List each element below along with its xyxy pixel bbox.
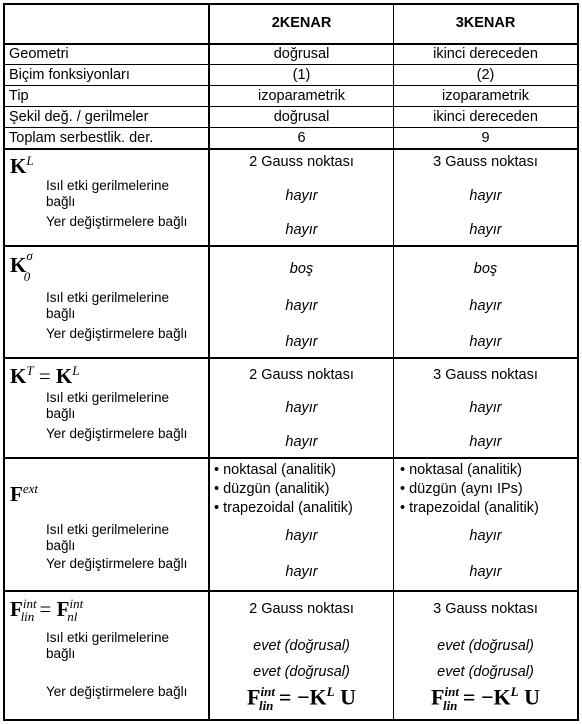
row-divider: [3, 148, 579, 150]
symbol-f-lin-equals-f-nl: $F^{int}_{lin} = F^{int}_{nl}$: [10, 596, 84, 625]
header-2kenar: 2KENAR: [271, 15, 332, 31]
block-divider: [3, 590, 579, 592]
row-value: izoparametrik: [257, 88, 346, 104]
gauss-points: 2 Gauss noktası: [249, 154, 354, 170]
thermal-value: hayır: [469, 400, 502, 416]
gauss-points: 3 Gauss noktası: [433, 601, 538, 617]
displacement-label: Yer değiştirmelere bağlı: [46, 684, 188, 699]
thermal-label: Isıl etki gerilmelerine bağlı: [46, 390, 170, 421]
header-3kenar: 3KENAR: [455, 15, 516, 31]
row-value: ikinci dereceden: [433, 46, 538, 62]
displacement-label: Yer değiştirmelere bağlı: [46, 326, 188, 341]
displacement-label: Yer değiştirmelere bağlı: [46, 214, 188, 229]
empty-value: boş: [289, 261, 314, 277]
load-type-item: • noktasal (analitik): [214, 462, 336, 478]
displacement-value: hayır: [469, 334, 502, 350]
symbol-k0-sigma: $K^\sigma_0$: [10, 248, 33, 285]
internal-force-formula: $F^{int}_{lin} = -K^L$ U: [431, 684, 540, 713]
load-types-3kenar: [400, 461, 539, 518]
thermal-value: evet (doğrusal): [437, 638, 534, 654]
row-value: izoparametrik: [441, 88, 530, 104]
row-label-shape-functions: Biçim fonksiyonları: [9, 67, 130, 83]
displacement-value: hayır: [285, 334, 318, 350]
load-types-2kenar: [214, 461, 353, 518]
thermal-value: hayır: [285, 188, 318, 204]
row-divider: [3, 85, 579, 86]
row-value: (2): [476, 67, 495, 83]
row-value: doğrusal: [273, 46, 330, 62]
thermal-value: evet (doğrusal): [253, 638, 350, 654]
empty-value: boş: [473, 261, 498, 277]
load-type-item: • düzgün (aynı IPs): [400, 481, 523, 497]
block-divider: [3, 357, 579, 359]
row-value: doğrusal: [273, 109, 330, 125]
thermal-value: hayır: [469, 528, 502, 544]
thermal-label: Isıl etki gerilmelerine bağlı: [46, 630, 170, 661]
displacement-text: evet (doğrusal): [437, 664, 534, 680]
gauss-points: 3 Gauss noktası: [433, 367, 538, 383]
internal-force-formula: $F^{int}_{lin} = -K^L$ U: [247, 684, 356, 713]
displacement-value: hayır: [285, 564, 318, 580]
row-divider: [3, 127, 579, 128]
load-type-item: • trapezoidal (analitik): [214, 500, 353, 516]
row-value: 9: [481, 130, 490, 146]
displacement-label: Yer değiştirmelere bağlı: [46, 556, 188, 571]
thermal-value: hayır: [469, 298, 502, 314]
block-divider: [3, 245, 579, 247]
load-type-item: • düzgün (analitik): [214, 481, 330, 497]
thermal-label: Isıl etki gerilmelerine bağlı: [46, 178, 170, 209]
row-label-dof: Toplam serbestlik. der.: [9, 130, 154, 146]
symbol-f-ext: $F^{ext}$: [10, 481, 38, 506]
load-type-item: • trapezoidal (analitik): [400, 500, 539, 516]
row-value: ikinci dereceden: [433, 109, 538, 125]
thermal-value: hayır: [285, 400, 318, 416]
symbol-kt-equals-kl: $K^T = K^L$: [10, 363, 80, 388]
gauss-points: 2 Gauss noktası: [249, 367, 354, 383]
gauss-points: 3 Gauss noktası: [433, 154, 538, 170]
row-value: 6: [297, 130, 306, 146]
displacement-value: hayır: [285, 434, 318, 450]
row-label-geometry: Geometri: [9, 46, 69, 62]
thermal-label: Isıl etki gerilmelerine bağlı: [46, 290, 170, 321]
displacement-value: hayır: [469, 434, 502, 450]
displacement-text: evet (doğrusal): [253, 664, 350, 680]
thermal-label: Isıl etki gerilmelerine bağlı: [46, 522, 170, 553]
displacement-label: Yer değiştirmelere bağlı: [46, 426, 188, 441]
symbol-k-l: $K^L$: [10, 153, 34, 178]
thermal-value: hayır: [285, 298, 318, 314]
displacement-value: hayır: [469, 564, 502, 580]
block-divider: [3, 457, 579, 459]
displacement-value: hayır: [285, 222, 318, 238]
load-type-item: • noktasal (analitik): [400, 462, 522, 478]
row-divider: [3, 106, 579, 107]
displacement-value: hayır: [469, 222, 502, 238]
thermal-value: hayır: [285, 528, 318, 544]
header-divider: [3, 43, 579, 45]
thermal-value: hayır: [469, 188, 502, 204]
row-divider: [3, 64, 579, 65]
row-value: (1): [292, 67, 311, 83]
row-label-strain-stress: Şekil değ. / gerilmeler: [9, 109, 149, 125]
row-label-type: Tip: [9, 88, 29, 104]
gauss-points: 2 Gauss noktası: [249, 601, 354, 617]
